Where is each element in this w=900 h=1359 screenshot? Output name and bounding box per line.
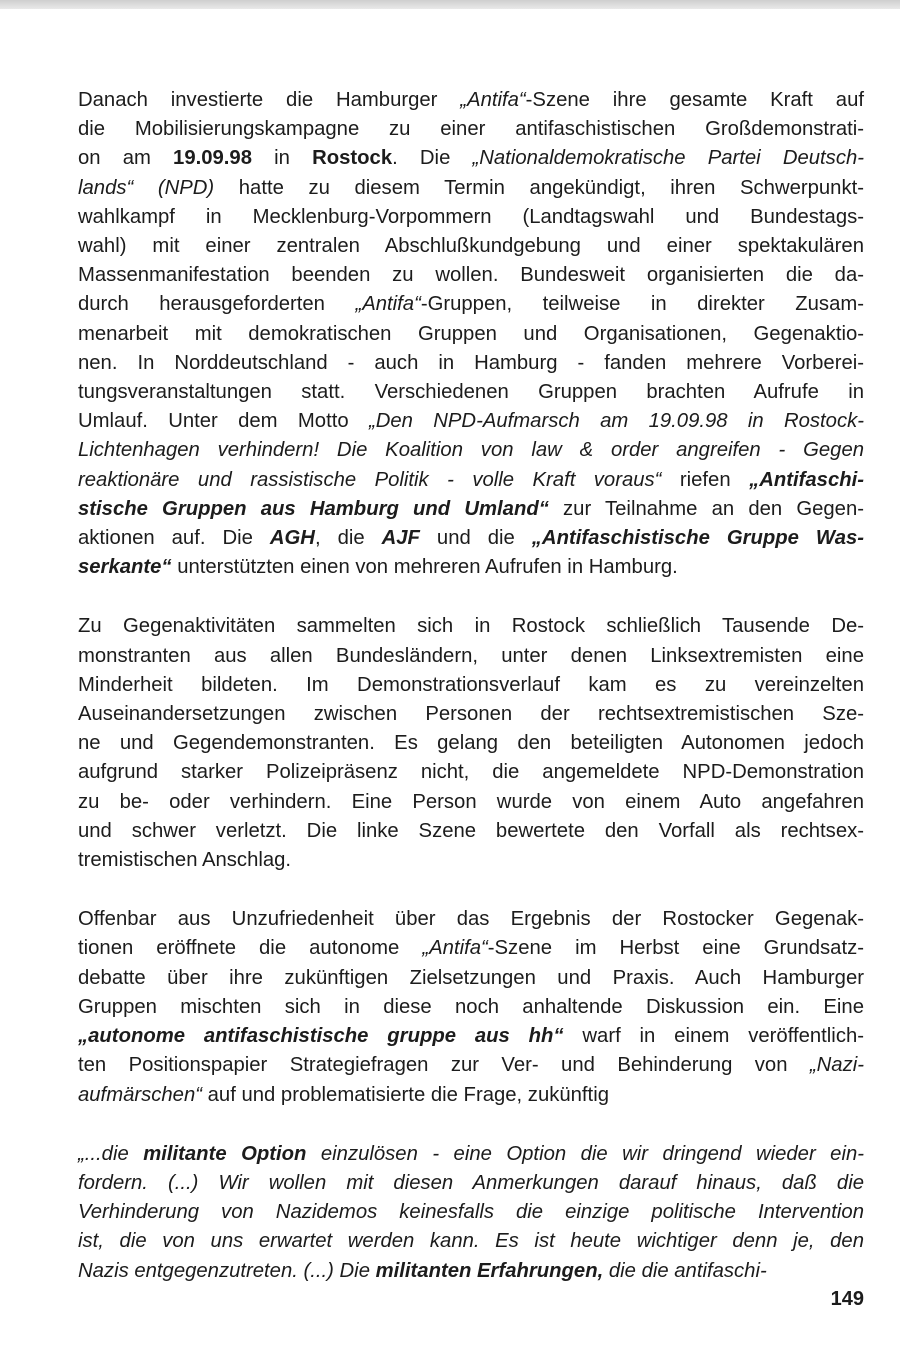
emphasized-text: AGH: [269, 527, 315, 550]
text-line: [78, 1257, 864, 1286]
text-line: [78, 1169, 864, 1198]
text-line: [78, 1081, 864, 1110]
emphasized-text: 19.09.98: [173, 147, 252, 170]
emphasized-text: Lichtenhagen verhindern! Die Koalition von law & order angreifen - Gegen: [78, 439, 864, 462]
text-run: Auseinandersetzungen zwischen Personen der rechtsextremistischen Sze-: [78, 703, 864, 726]
text-line: [78, 115, 864, 144]
emphasized-text: „autonome antifaschistische gruppe aus hh“: [78, 1025, 564, 1048]
text-line: [78, 788, 864, 817]
text-line: [78, 846, 864, 875]
text-run: durch herausgeforderten: [78, 293, 356, 316]
text-run: Minderheit bildeten. Im Demonstrationsverlauf kam es zu vereinzelten: [78, 673, 864, 696]
text-line: [78, 671, 864, 700]
emphasized-text: Rostock: [312, 147, 393, 170]
emphasized-text: militanten Erfahrungen,: [375, 1259, 604, 1282]
emphasized-text: militante Option: [143, 1142, 307, 1165]
text-run: Offenbar aus Unzufriedenheit über das Ergebnis der Rostocker Gegenak-: [78, 908, 864, 931]
text-run: Massenmanifestation beenden zu wollen. Bundesweit organisierten die da-: [78, 264, 864, 287]
emphasized-text: aufmärschen“: [78, 1083, 202, 1106]
text-line: [78, 174, 864, 203]
text-run: wahlkampf in Mecklenburg-Vorpommern (Landtagswahl und Bundestags-: [78, 205, 864, 228]
text-run: aktionen auf. Die: [78, 527, 270, 550]
text-run: auf und problematisierte die Frage, zukünftig: [202, 1083, 609, 1106]
emphasized-text: „Antifaschi-: [749, 468, 864, 491]
text-run: die Mobilisierungskampagne zu einer antifaschistischen Großdemonstrati-: [78, 118, 864, 141]
text-run: Nazis entgegenzutreten. (...) Die: [78, 1259, 376, 1282]
text-line: [78, 934, 864, 963]
text-run: monstranten aus allen Bundesländern, unter denen Linksextremisten eine: [78, 644, 864, 667]
emphasized-text: serkante“: [78, 556, 172, 579]
body-paragraph: [78, 612, 864, 875]
text-line: [78, 86, 864, 115]
emphasized-text: stische Gruppen aus Hamburg und Umland“: [78, 497, 549, 520]
text-line: [78, 436, 864, 465]
text-run: Zu Gegenaktivitäten sammelten sich in Rostock schließlich Tausende De-: [78, 615, 864, 638]
text-run: tionen eröffnete die autonome: [78, 937, 423, 960]
text-run: fordern. (...) Wir wollen mit diesen Anmerkungen darauf hinaus, daß die: [78, 1171, 864, 1194]
text-run: warf in einem veröffentlich-: [563, 1025, 864, 1048]
text-run: Umlauf. Unter dem Motto: [78, 410, 369, 433]
top-edge-strip: [0, 0, 900, 9]
text-run: ne und Gegendemonstranten. Es gelang den beteiligten Autonomen jedoch: [78, 732, 864, 755]
text-run: nen. In Norddeutschland - auch in Hamburg - fanden mehrere Vorberei-: [78, 351, 864, 374]
paragraph-spacer: [78, 582, 864, 612]
text-run: und schwer verletzt. Die linke Szene bewertete den Vorfall als rechtsex-: [78, 819, 864, 842]
text-run: Gruppen mischten sich in diese noch anhaltende Diskussion ein. Eine: [78, 995, 864, 1018]
text-line: [78, 203, 864, 232]
text-line: [78, 1227, 864, 1256]
text-line: [78, 1140, 864, 1169]
page-number: 149: [830, 1288, 864, 1310]
text-run: die die antifaschi-: [603, 1259, 767, 1282]
text-run: tungsveranstaltungen statt. Verschiedenen Gruppen brachten Aufrufe in: [78, 381, 864, 404]
text-run: einzulösen - eine Option die wir dringend wieder ein-: [306, 1142, 864, 1165]
text-run: tremistischen Anschlag.: [78, 849, 292, 872]
paragraph-spacer: [78, 875, 864, 905]
text-run: aufgrund starker Polizeipräsenz nicht, die angemeldete NPD-Demonstration: [78, 761, 864, 784]
emphasized-text: „Nationaldemokratische Partei Deutsch-: [472, 147, 864, 170]
emphasized-text: „Antifa“: [422, 937, 488, 960]
text-line: [78, 349, 864, 378]
text-line: [78, 729, 864, 758]
emphasized-text: „Nazi-: [809, 1054, 864, 1077]
text-line: [78, 964, 864, 993]
emphasized-text: „Antifa“: [460, 89, 526, 111]
text-run: menarbeit mit demokratischen Gruppen und Organisationen, Gegenaktio-: [78, 322, 864, 345]
text-run: -Szene ihre gesamte Kraft auf: [525, 89, 864, 111]
text-run: on am: [78, 147, 174, 170]
text-run: „...die: [78, 1142, 144, 1165]
body-paragraph: [78, 905, 864, 1109]
text-line: [78, 553, 864, 582]
text-line: [78, 261, 864, 290]
text-line: [78, 700, 864, 729]
text-line: [78, 1198, 864, 1227]
text-line: [78, 642, 864, 671]
text-run: debatte über ihre zukünftigen Zielsetzungen und Praxis. Auch Hamburger: [78, 966, 864, 989]
text-run: in: [252, 147, 313, 170]
text-run: und die: [419, 527, 532, 550]
text-line: [78, 758, 864, 787]
text-line: [78, 1022, 864, 1051]
text-run: hatte zu diesem Termin angekündigt, ihren Schwerpunkt-: [214, 176, 864, 199]
emphasized-text: lands“ (NPD): [78, 176, 215, 199]
text-line: [78, 817, 864, 846]
text-line: [78, 466, 864, 495]
text-run: -Gruppen, teilweise in direkter Zusam-: [420, 293, 865, 316]
text-line: [78, 1051, 864, 1080]
text-line: [78, 320, 864, 349]
text-run: Verhinderung von Nazidemos keinesfalls die einzige politische Intervention: [78, 1201, 864, 1224]
text-line: [78, 612, 864, 641]
text-line: [78, 407, 864, 436]
text-run: zu be- oder verhindern. Eine Person wurde von einem Auto angefahren: [78, 790, 864, 813]
text-run: unterstützten einen von mehreren Aufrufen in Hamburg.: [171, 556, 678, 579]
page-body: [78, 86, 864, 1286]
emphasized-text: „Antifaschistische Gruppe Was-: [531, 527, 865, 550]
text-line: [78, 495, 864, 524]
emphasized-text: „Antifa“: [355, 293, 421, 316]
text-run: wahl) mit einer zentralen Abschlußkundgebung und einer spektakulären: [78, 235, 864, 258]
body-paragraph: [78, 86, 864, 582]
emphasized-text: reaktionäre und rassistische Politik - volle Kraft voraus“: [78, 468, 662, 491]
text-line: [78, 524, 864, 553]
text-run: , die: [314, 527, 382, 550]
emphasized-text: AJF: [381, 527, 420, 550]
text-line: [78, 232, 864, 261]
text-run: . Die: [392, 147, 473, 170]
paragraph-spacer: [78, 1110, 864, 1140]
text-run: ten Positionspapier Strategiefragen zur Ver- und Behinderung von: [78, 1054, 810, 1077]
text-run: ist, die von uns erwartet werden kann. Es ist heute wichtiger denn je, den: [78, 1230, 864, 1253]
text-run: -Szene im Herbst eine Grundsatz-: [487, 937, 864, 960]
text-line: [78, 905, 864, 934]
text-line: [78, 378, 864, 407]
quotation-paragraph: [78, 1140, 864, 1286]
text-line: [78, 144, 864, 173]
text-run: zur Teilnahme an den Gegen-: [548, 497, 864, 520]
emphasized-text: „Den NPD-Aufmarsch am 19.09.98 in Rostock-: [368, 410, 864, 433]
text-line: [78, 993, 864, 1022]
text-run: Danach investierte die Hamburger: [78, 89, 461, 111]
text-line: [78, 290, 864, 319]
text-run: riefen: [661, 468, 750, 491]
